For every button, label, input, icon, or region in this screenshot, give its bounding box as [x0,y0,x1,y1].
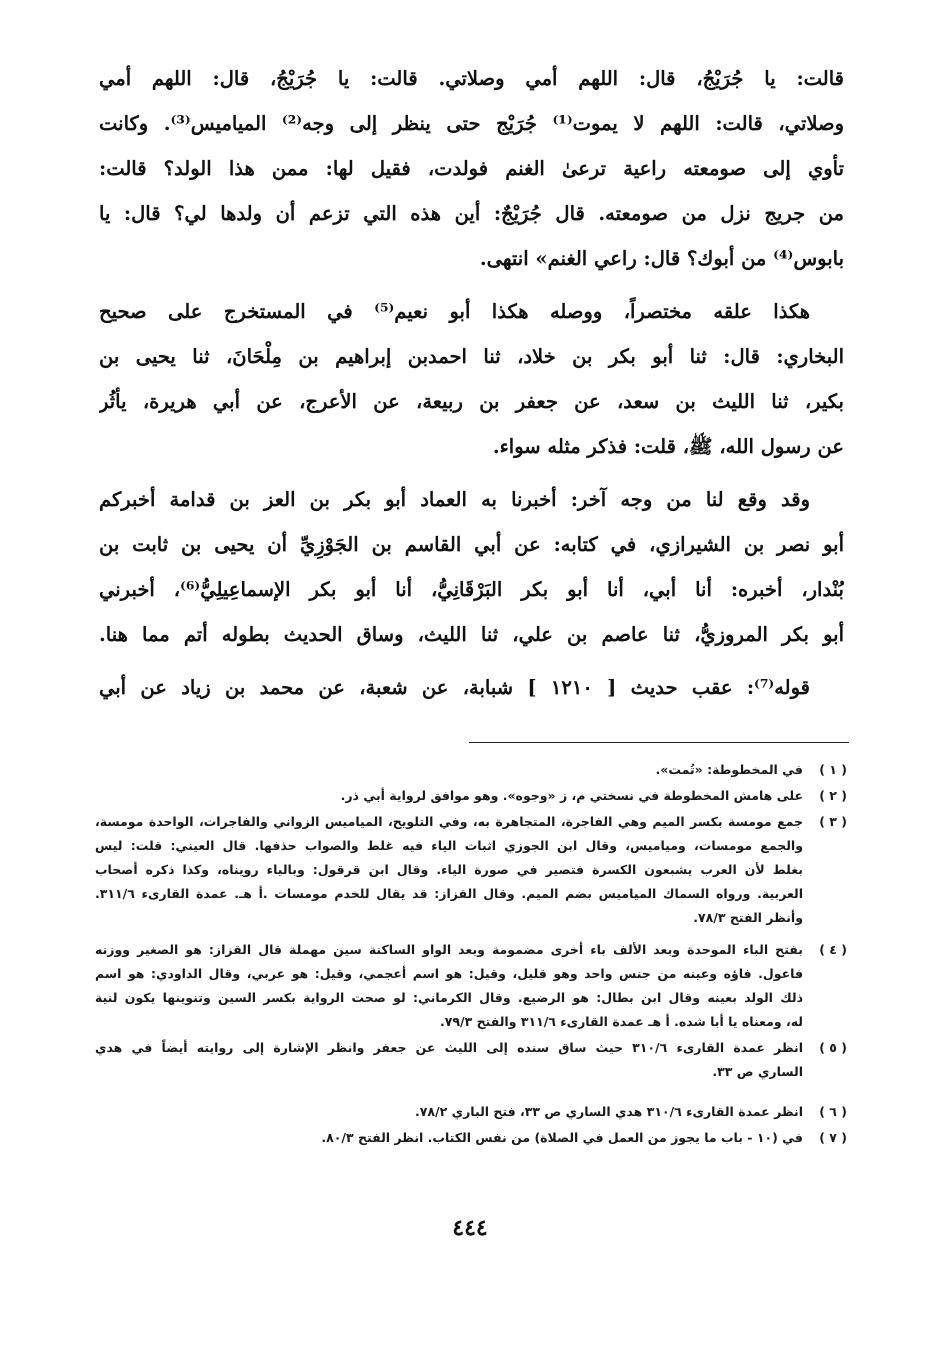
text-line: أبو نصر بن الشيرازي، في كتابه: عن أبي القاسم بن الجَوْزِيِّ أن يحيى بن ثابت بن [99,533,844,556]
footnote-divider [469,742,849,743]
text-line: بابوس⁽⁴⁾ من أبوك؟ قال: راعي الغنم» انتهى. [479,247,844,270]
text-line: هكذا علقه مختصراً، ووصله هكذا أبو نعيم⁽⁵⁾ في المستخرج على صحيح [99,300,810,323]
footnote-line: في (١٠ - باب ما يجوز من العمل في الصلاة) من نفس الكتاب. انظر الفتح ٨٠/٣. [321,1130,803,1145]
footnote-line: انظر عمدة القارىء ٣١٠/٦ حيث ساق سنده إلى الليث عن جعفر وانظر الإشارة إلى روايته أيضاً في هدي [95,1040,803,1055]
text-line: بكير، ثنا الليث بن سعد، عن جعفر بن ربيعة، عن الأعرج، عن أبي هريرة، يأثُر [99,390,844,413]
footnote-number: ( ٥ ) [819,1040,847,1055]
footnote-line: وأنظر الفتح ٧٨/٣. [693,910,803,925]
text-line: تأوي إلى صومعته راعية ترعىٰ الغنم فولدت، فقيل لها: ممن هذا الولد؟ قالت: [99,157,844,180]
footnote-line: بغلط لأن العرب يشبعون الكسرة فتصير في صورة الياء. وقال ابن قرقول: وبالياء رويناه، وكذا ذكره أصحاب [95,862,803,877]
footnote-number: ( ٧ ) [819,1130,847,1145]
footnote-number: ( ٣ ) [819,814,847,829]
footnote-line: ذلك الولد بعينه وقال ابن بطال: هو الرضيع. وقال الكرماني: لو صحت الرواية بكسر السين وتنوينها يكون لنية [95,990,803,1005]
footnote-4 [95,938,847,1034]
main-text-body [99,56,844,710]
footnote-line: على هامش المخطوطة في نسختي م، ز «وجوه». وهو موافق لرواية أبي ذر. [340,788,803,803]
footnote-3 [95,810,847,930]
page-number: ٤٤٤ [452,1215,488,1241]
text-line: عن رسول الله، ﷺ، قلت: فذكر مثله سواء. [492,435,844,458]
footnote-1 [95,758,847,782]
footnote-number: ( ٦ ) [819,1104,847,1119]
footnote-2 [95,784,847,808]
paragraph-1 [99,56,844,281]
text-line: قوله⁽⁷⁾: عقب حديث [ ١٢١٠ ] شبابة، عن شعبة، عن محمد بن زياد عن أبي [99,676,810,699]
footnote-line: جمع مومسة بكسر الميم وهي الفاجرة، المتجاهرة به، وفي التلويح، المياميس الزواني والفاجرات، الواحدة مومسة، [95,814,803,829]
paragraph-2 [99,289,844,469]
footnote-line: والجمع مومسات، ومياميس، وقال ابن الجوزي اثبات الياء فيه غلط والصواب حذفها. قال العيني: قلت: ليس [95,838,803,853]
footnote-5 [95,1036,847,1084]
paragraph-3 [99,477,844,657]
footnote-line: بفتح الباء الموحدة وبعد الألف باء أخرى مضمومة وبعد الواو الساكنة سين مهملة قال القزاز: هو الصغير ووزنه [95,942,803,957]
footnote-line: فاعول. فاؤه وعينه من جنس واحد وهو قليل، وقيل: هو اسم أعجمي، وقيل: هو عربي، وقال الداودي: هو اسم [95,966,803,981]
text-line: أبو بكر المروزيُّ، ثنا عاصم بن علي، ثنا الليث، وساق الحديث بطوله أتم مما هنا. [99,623,844,646]
text-line: قالت: يا جُرَيْجُ، قال: اللهم أمي وصلاتي. قالت: يا جُرَيْجُ، قال: اللهم أمي [99,67,844,90]
footnote-line: له، ومعناه يا أبا شده. أ هـ عمدة القارىء ٣١١/٦ والفتح ٧٩/٣. [440,1014,803,1029]
footnote-line: الساري ص ٣٣. [712,1064,803,1079]
footnotes [95,758,847,1152]
footnote-number: ( ٤ ) [819,942,847,957]
footnote-line: في المخطوطة: «تُمت». [655,762,803,777]
footnote-line: العربية. ورواه السماك المياميس بضم الميم. وقال القزاز: قد يقال للخدم مومسات .أ هـ. عمدة القارىء ٣١١/٦. [95,886,803,901]
text-line: البخاري: قال: ثنا أبو بكر بن خلاد، ثنا احمدبن إبراهيم بن مِلْحَانَ، ثنا يحيى بن [99,345,844,368]
footnote-line: انظر عمدة القارىء ٣١٠/٦ هدي الساري ص ٣٣، فتح الباري ٧٨/٢. [415,1104,803,1119]
text-line: بُنْدار، أخبره: أنا أبي، أنا أبو بكر البَرْقَانِيُّ، أنا أبو بكر الإسماعِيلِيُّ⁽⁶⁾، أخبرني [99,578,844,601]
footnote-number: ( ٢ ) [819,788,847,803]
text-line: وقد وقع لنا من وجه آخر: أخبرنا به العماد أبو بكر بن العز بن قدامة أخبركم [99,488,810,511]
footnote-6 [95,1100,847,1124]
footnote-7 [95,1126,847,1150]
footnote-number: ( ١ ) [819,762,847,777]
text-line: وصلاتي، قالت: اللهم لا يموت⁽¹⁾ جُرَيْج حتى ينظر إلى وجه⁽²⁾ المياميس⁽³⁾. وكانت [99,112,844,135]
paragraph-4 [99,665,844,710]
text-line: من جريج نزل من صومعته. قال جُرَيْجٌ: أين هذه التي تزعم أن ولدها لي؟ قال: يا [99,202,844,225]
